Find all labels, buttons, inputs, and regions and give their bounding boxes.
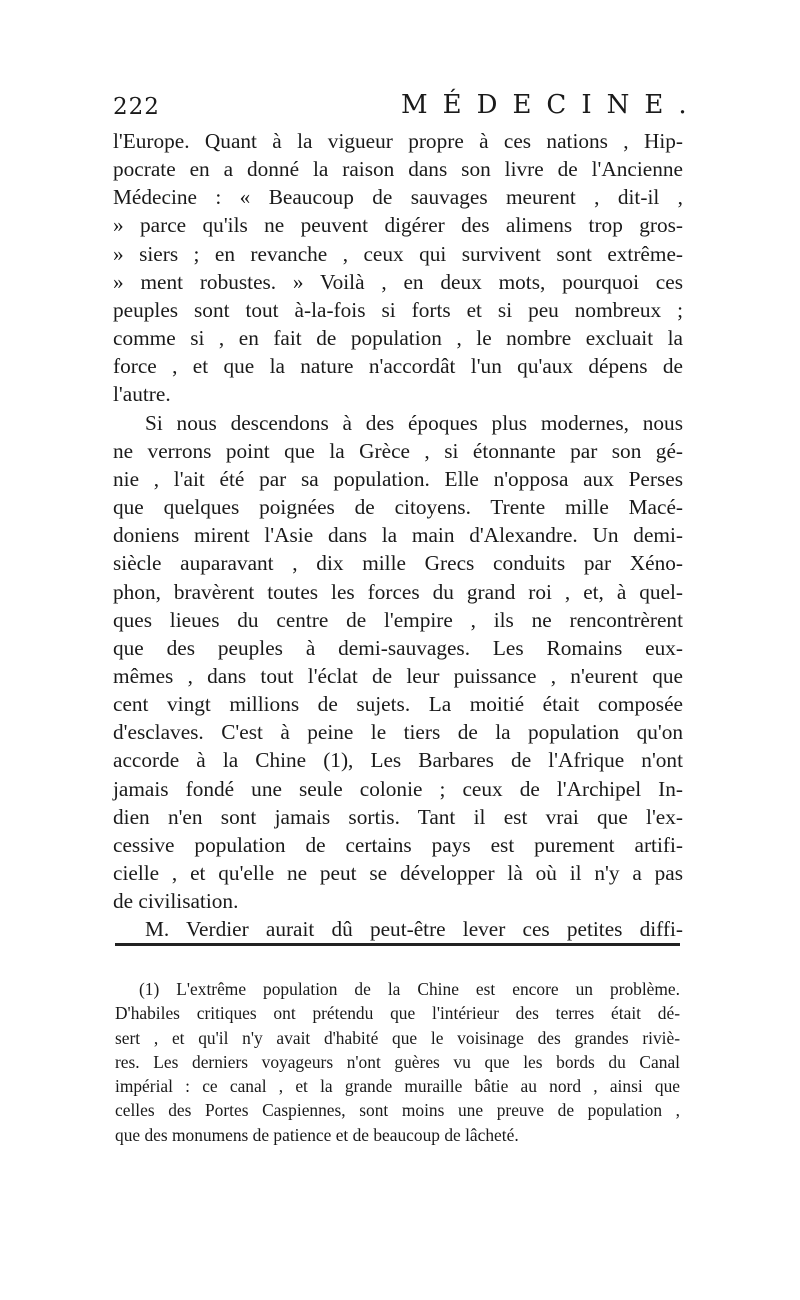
- text-line: » parce qu'ils ne peuvent digérer des alimens trop gros-: [113, 213, 683, 238]
- text-line: l'Europe. Quant à la vigueur propre à ces nations , Hip-: [113, 129, 683, 153]
- text-line: jamais fondé une seule colonie ; ceux de l'Archipel In-: [113, 776, 683, 801]
- footnote-rule: [115, 943, 680, 946]
- text-line: cielle , et qu'elle ne peut se développer là où il n'y a pas: [113, 861, 683, 886]
- body-text: [113, 127, 683, 944]
- text-line: Si nous descendons à des époques plus modernes, nous: [145, 410, 683, 435]
- text-line: l'autre.: [113, 382, 171, 407]
- text-line: siècle auparavant , dix mille Grecs conduits par Xéno-: [113, 551, 683, 576]
- footnote-line: impérial : ce canal , et la grande muraille bâtie au nord , ainsi que: [115, 1076, 680, 1097]
- text-line: que des peuples à demi-sauvages. Les Romains eux-: [113, 635, 683, 660]
- footnote-line: D'habiles critiques ont prétendu que l'intérieur des terres était dé-: [115, 1003, 680, 1024]
- text-line: phon, bravèrent toutes les forces du grand roi , et, à quel-: [113, 579, 683, 604]
- text-line: force , et que la nature n'accordât l'un qu'aux dépens de: [113, 354, 683, 379]
- text-line: accorde à la Chine (1), Les Barbares de l'Afrique n'ont: [113, 748, 683, 773]
- text-line: nie , l'ait été par sa population. Elle n'opposa aux Perses: [113, 466, 683, 491]
- text-line: d'esclaves. C'est à peine le tiers de la population qu'on: [113, 720, 683, 745]
- text-line: comme si , en fait de population , le nombre excluait la: [113, 326, 683, 351]
- text-line: mêmes , dans tout l'éclat de leur puissance , n'eurent que: [113, 663, 683, 688]
- text-line: de civilisation.: [113, 889, 239, 914]
- text-line: cent vingt millions de sujets. La moitié était composée: [113, 692, 683, 717]
- text-line: ques lieues du centre de l'empire , ils ne rencontrèrent: [113, 607, 683, 632]
- text-line: que quelques poignées de citoyens. Trente mille Macé-: [113, 495, 683, 520]
- footnote-line: que des monumens de patience et de beaucoup de lâcheté.: [115, 1124, 519, 1145]
- text-line: » siers ; en revanche , ceux qui survivent sont extrême-: [113, 241, 683, 266]
- footnote-line: res. Les derniers voyageurs n'ont guères vu que les bords du Canal: [115, 1051, 680, 1072]
- footnote-line: (1) L'extrême population de la Chine est encore un problème.: [139, 979, 680, 999]
- footnote-line: sert , et qu'il n'y avait d'habité que le voisinage des grandes riviè-: [115, 1027, 680, 1048]
- text-line: Médecine : « Beaucoup de sauvages meurent , dit-il ,: [113, 185, 683, 210]
- text-line: » ment robustes. » Voilà , en deux mots, pourquoi ces: [113, 269, 683, 294]
- text-line: pocrate en a donné la raison dans son livre de l'Ancienne: [113, 157, 683, 182]
- page-number: 222: [113, 94, 160, 120]
- text-line: cessive population de certains pays est purement artifi-: [113, 832, 683, 857]
- footnote-line: celles des Portes Caspiennes, sont moins une preuve de population ,: [115, 1100, 680, 1121]
- footnote: [115, 977, 680, 1147]
- running-title: MÉDECINE.: [401, 90, 702, 120]
- text-line: dien n'en sont jamais sortis. Tant il est vrai que l'ex-: [113, 804, 683, 829]
- text-line: ne verrons point que la Grèce , si étonnante par son gé-: [113, 438, 683, 463]
- text-line: M. Verdier aurait dû peut-être lever ces petites diffi-: [145, 917, 683, 942]
- text-line: doniens mirent l'Asie dans la main d'Alexandre. Un demi-: [113, 523, 683, 548]
- text-line: peuples sont tout à-la-fois si forts et si peu nombreux ;: [113, 297, 683, 322]
- page-header: [113, 90, 702, 130]
